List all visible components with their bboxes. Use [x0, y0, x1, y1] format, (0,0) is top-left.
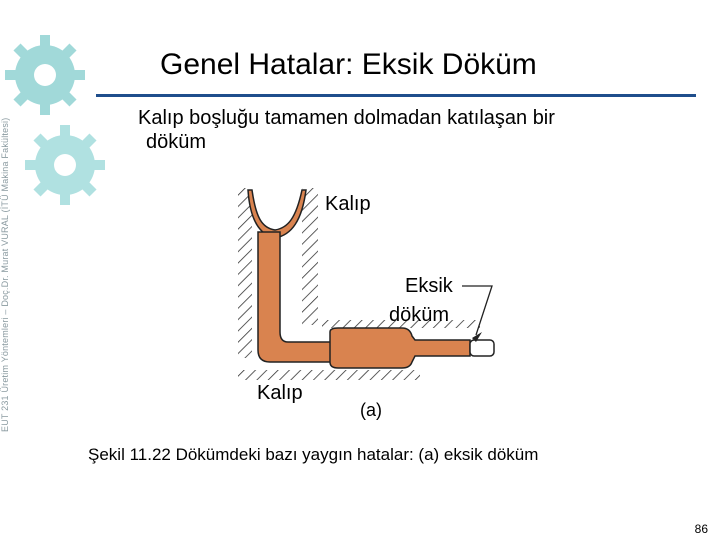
vertical-runner — [258, 232, 340, 362]
mold-left-hatch — [238, 188, 252, 358]
figure-caption: Şekil 11.22 Dökümdeki bazı yaygın hatalar: (a) eksik döküm — [88, 445, 539, 464]
bullet-text — [138, 106, 678, 154]
label-mold-bottom: Kalıp — [257, 382, 303, 404]
mold-inner-hatch — [302, 188, 318, 325]
casting-body — [330, 328, 470, 368]
unfilled-cavity — [470, 340, 494, 356]
label-misrun-2: döküm — [389, 304, 450, 326]
mold-bottom-hatch — [238, 370, 420, 380]
page-number: 86 — [694, 522, 708, 536]
title-divider — [96, 94, 696, 97]
bullet-line-2: döküm — [146, 131, 207, 153]
label-misrun-1: Eksik — [405, 275, 453, 297]
bullet-line-1: Kalıp boşluğu tamamen dolmadan katılaşan bir — [138, 107, 555, 129]
sprue-casting — [248, 190, 306, 238]
label-mold-top: Kalıp — [325, 193, 371, 215]
label-sub-a: (a) — [360, 400, 382, 420]
page-title: Genel Hatalar: Eksik Döküm — [160, 48, 537, 81]
side-footer-text: EUT 231 Üretim Yöntemleri – Doç.Dr. Murat VURAL (İTÜ Makina Fakültesi) — [0, 117, 10, 432]
gear-decoration-icon — [0, 30, 110, 230]
